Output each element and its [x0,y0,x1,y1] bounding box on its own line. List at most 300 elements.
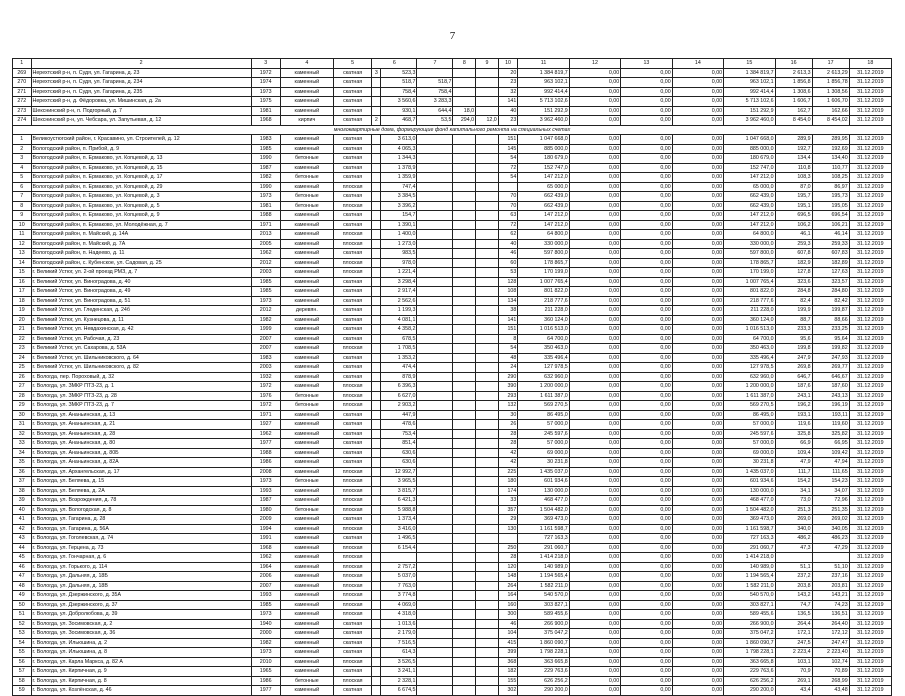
table-cell: г. Вологда, ул. Ананьинская, д. 80 [31,439,251,449]
table-cell: 1 161 598,7 [724,524,775,534]
table-cell: 1980 [251,505,280,515]
table-cell: 1 611 387,0 [724,391,775,401]
table-cell: 983,5 [381,249,417,259]
table-cell: каменный [280,87,334,97]
table-row [13,467,892,477]
table-cell: 696,54 [812,211,849,221]
table-cell: 0,00 [621,591,672,601]
table-cell [372,686,381,696]
table-cell [417,410,453,420]
table-cell: 102,74 [812,657,849,667]
table-cell: 368 [498,657,518,667]
table-cell: 0,00 [621,524,672,534]
table-cell: 31.12.2019 [849,277,891,287]
table-cell: 0,00 [621,467,672,477]
table-cell: 51 [13,610,32,620]
table-cell: плоская [334,268,372,278]
table-cell: 2 179,0 [381,629,417,639]
table-cell: 0,00 [672,78,723,88]
table-cell: 151 [498,135,518,145]
table-cell [453,553,476,563]
table-cell: 180 [498,477,518,487]
table-cell: 0,00 [569,201,620,211]
table-cell: 0,00 [569,372,620,382]
table-cell [417,173,453,183]
table-cell: 154,23 [812,477,849,487]
table-cell: 31.12.2019 [849,344,891,354]
table-row [13,182,892,192]
table-row [13,429,892,439]
table-cell: каменный [280,657,334,667]
table-cell: 31.12.2019 [849,182,891,192]
table-cell: каменный [280,686,334,696]
table-cell: 28 [498,553,518,563]
table-cell: 74,7 [775,600,812,610]
table-row [13,439,892,449]
table-cell: 0,00 [569,268,620,278]
table-cell: 0,00 [672,344,723,354]
table-cell: каменный [280,600,334,610]
table-cell: 0,00 [569,591,620,601]
table-cell: 247,5 [775,638,812,648]
table-cell: 2 613,29 [812,68,849,78]
table-cell: 2 613,3 [775,68,812,78]
table-cell [372,638,381,648]
table-cell: 0,00 [621,315,672,325]
table-cell: скатная [334,648,372,658]
table-cell: 104 [498,629,518,639]
table-cell: 229 763,6 [518,667,569,677]
table-cell: 31.12.2019 [849,230,891,240]
table-cell: 134,4 [775,154,812,164]
table-cell [476,353,499,363]
table-cell [476,420,499,430]
table-cell: Шекснинский р-н, п. Подгорный, д. 7 [31,106,251,116]
table-cell: 64 700,0 [518,334,569,344]
table-cell [372,258,381,268]
table-cell: 0,00 [569,135,620,145]
table-cell: 47,94 [812,458,849,468]
table-cell: 0,00 [621,78,672,88]
column-number: 12 [569,59,620,69]
table-cell: 662 439,0 [724,201,775,211]
table-cell [498,534,518,544]
table-cell: 662 439,0 [518,201,569,211]
table-cell: 66,95 [812,439,849,449]
table-cell: 468 477,0 [518,496,569,506]
table-row [13,144,892,154]
table-cell: 1927 [251,420,280,430]
table-cell: 6 421,3 [381,496,417,506]
table-cell: Шекснинский р-н, ул. Чебсара, ул. Запутьевая, д. 12 [31,116,251,126]
table-cell [453,192,476,202]
table-cell [372,553,381,563]
table-cell: г. Вологда, ул. Ананьинская, д. 21 [31,420,251,430]
table-cell: 885 000,0 [518,144,569,154]
column-number: 17 [812,59,849,69]
table-row [13,657,892,667]
table-cell [453,163,476,173]
table-cell: 88,7 [775,315,812,325]
table-cell: каменный [280,258,334,268]
table-cell: г. Вологда, ул. Ананьинская, д. 80Б [31,448,251,458]
table-cell: 0,00 [621,220,672,230]
table-cell: каменный [280,315,334,325]
table-cell [453,268,476,278]
table-cell [453,372,476,382]
table-cell [372,486,381,496]
table-cell: бетонные [280,477,334,487]
table-row [13,496,892,506]
table-cell: г. Вологда, ул. Беляева, д. 2А [31,486,251,496]
table-cell: 54 [498,173,518,183]
table-cell: 269,8 [775,363,812,373]
table-cell: 0,00 [569,467,620,477]
table-cell: 14 [13,258,32,268]
table-cell: 108,25 [812,173,849,183]
table-cell: 0,00 [672,201,723,211]
table-cell [453,287,476,297]
table-cell [453,543,476,553]
table-cell: 31.12.2019 [849,363,891,373]
table-cell: 4 065,3 [381,144,417,154]
table-cell: 6 674,5 [381,686,417,696]
table-cell: 2010 [251,657,280,667]
table-cell: 31.12.2019 [849,505,891,515]
column-number: 3 [251,59,280,69]
table-cell: 2 [372,116,381,126]
table-cell: 54 [13,638,32,648]
table-cell: 199,87 [812,306,849,316]
table-cell: 31.12.2019 [849,410,891,420]
table-cell: г. Вологда, ул. Ильюшина, д. 8 [31,648,251,658]
table-cell [417,496,453,506]
table-cell: 0,00 [569,344,620,354]
table-cell: 30 [498,410,518,420]
table-cell: 1973 [251,87,280,97]
table-cell: 0,00 [569,420,620,430]
table-cell: г. Вологда, ул. ЗМКР ПТЗ-23, д. 28 [31,391,251,401]
table-cell: 127,8 [775,268,812,278]
table-cell: 1975 [251,97,280,107]
table-cell: 0,00 [569,249,620,259]
table-cell: 0,00 [672,629,723,639]
table-cell: 0,00 [621,667,672,677]
table-cell [417,287,453,297]
table-cell: 26 [498,420,518,430]
table-cell [453,410,476,420]
table-cell: скатная [334,277,372,287]
table-cell: 963 102,1 [518,78,569,88]
table-cell: 340,05 [812,524,849,534]
table-cell: 40 [498,239,518,249]
table-cell [476,600,499,610]
table-cell [476,268,499,278]
table-cell: 0,00 [569,182,620,192]
table-cell: 3 241,1 [381,667,417,677]
table-cell [417,334,453,344]
table-cell: Вологодский район, с. Кубенское, ул. Садовая, д. 25 [31,258,251,268]
table-cell: 42 [498,458,518,468]
table-cell: 1 273,0 [381,239,417,249]
table-cell: 0,00 [621,68,672,78]
table-cell: 46,1 [775,230,812,240]
table-cell: 119,60 [812,420,849,430]
table-cell [417,182,453,192]
table-cell: 607,8 [775,249,812,259]
table-cell: 330 000,0 [724,239,775,249]
table-cell: 1 400,0 [381,230,417,240]
table-cell: 601 934,6 [518,477,569,487]
table-cell: 607,83 [812,249,849,259]
table-cell [476,344,499,354]
table-cell: 601 934,6 [724,477,775,487]
table-cell: 3 396,2 [381,201,417,211]
table-cell [372,562,381,572]
table-cell [453,629,476,639]
table-cell [417,657,453,667]
table-cell [417,401,453,411]
table-cell: 1985 [251,287,280,297]
table-cell: 1985 [251,600,280,610]
table-cell: 0,00 [621,173,672,183]
table-cell: каменный [280,230,334,240]
table-cell [476,201,499,211]
table-cell: 0,00 [621,619,672,629]
table-cell [476,515,499,525]
table-cell: скатная [334,68,372,78]
table-cell: 1 435 037,0 [518,467,569,477]
table-cell [372,657,381,667]
table-cell: 3 384,5 [381,192,417,202]
table-cell: 155 [498,676,518,686]
table-cell: 630,6 [381,458,417,468]
table-cell: плоская [334,562,372,572]
table-cell: 1 199,3 [381,306,417,316]
table-cell: бетонные [280,201,334,211]
table-cell: 0,00 [672,268,723,278]
table-cell [476,619,499,629]
table-cell: каменный [280,68,334,78]
table-cell [453,591,476,601]
table-cell: 6 396,3 [381,382,417,392]
table-cell: 0,00 [621,296,672,306]
table-cell [372,287,381,297]
table-cell: 120 [498,562,518,572]
table-cell: 0,00 [569,439,620,449]
table-cell: 758,4 [381,87,417,97]
table-cell: 136,5 [775,610,812,620]
table-cell: 2003 [251,363,280,373]
table-cell: 1932 [251,372,280,382]
table-cell: 178 865,7 [724,258,775,268]
table-cell [453,439,476,449]
table-row [13,211,892,221]
table-cell: 758,4 [417,87,453,97]
column-number: 14 [672,59,723,69]
table-cell [476,239,499,249]
table-cell: 0,00 [569,657,620,667]
table-cell: 2 917,4 [381,287,417,297]
column-number: 4 [280,59,334,69]
table-cell: каменный [280,372,334,382]
table-cell: г. Великий Устюг, ул. 2-ой проезд РМЗ, д. 7 [31,268,251,278]
table-cell: 31.12.2019 [849,87,891,97]
table-cell: 271 [13,87,32,97]
table-cell: 6 [13,182,32,192]
table-cell: 151 [498,325,518,335]
table-cell: 360 124,0 [518,315,569,325]
table-cell: 3 526,5 [381,657,417,667]
table-cell [372,515,381,525]
table-cell [453,211,476,221]
table-cell: 2003 [251,268,280,278]
table-cell: 0,00 [672,648,723,658]
table-cell: 1964 [251,562,280,572]
table-cell: скатная [334,458,372,468]
table-cell [476,334,499,344]
table-cell: 0,00 [569,534,620,544]
table-cell: 300 [498,610,518,620]
table-cell: 31.12.2019 [849,496,891,506]
table-cell [453,135,476,145]
table-cell: 31.12.2019 [849,515,891,525]
table-cell [453,477,476,487]
table-cell: 20 [498,68,518,78]
table-cell [372,572,381,582]
table-cell: 1 384 819,7 [724,68,775,78]
table-cell: 1 016 513,0 [518,325,569,335]
table-cell: 0,00 [621,239,672,249]
table-cell: г. Вологда, ул. Гончарная, д. 6 [31,553,251,563]
table-cell [453,277,476,287]
table-cell: 0,00 [569,410,620,420]
table-cell: 1 435 037,0 [724,467,775,477]
table-cell: 40 [498,106,518,116]
table-cell: г. Вологда, ул. Дальняя, д. 18В [31,581,251,591]
table-cell: 269,0 [775,515,812,525]
table-cell [372,135,381,145]
table-row [13,448,892,458]
table-cell: каменный [280,553,334,563]
table-cell [476,667,499,677]
table-cell: 1993 [251,591,280,601]
table-cell [476,638,499,648]
table-cell: каменный [280,543,334,553]
table-cell: 5 [13,173,32,183]
table-cell: 193,11 [812,410,849,420]
table-cell [372,306,381,316]
table-cell [417,524,453,534]
table-cell: 1 496,5 [381,534,417,544]
table-cell: плоская [334,581,372,591]
table-cell: 0,00 [621,629,672,639]
table-cell: каменный [280,239,334,249]
table-cell: 0,00 [672,230,723,240]
table-cell [372,429,381,439]
table-cell [417,486,453,496]
table-cell: плоская [334,505,372,515]
table-cell: 0,00 [621,344,672,354]
table-cell: 2007 [251,581,280,591]
table-cell: 170 199,0 [724,268,775,278]
table-cell: 360 124,0 [724,315,775,325]
table-cell: 24 [498,363,518,373]
table-cell: 1991 [251,534,280,544]
table-cell: 1982 [251,638,280,648]
table-cell [476,648,499,658]
table-cell: 0,00 [569,211,620,221]
table-cell: г. Вологда, ул. ЗМКР ПТЗ-23, д. 1 [31,382,251,392]
table-cell: 49 [13,591,32,601]
table-row [13,382,892,392]
table-cell [476,458,499,468]
table-cell [372,401,381,411]
table-cell: 53 [13,629,32,639]
table-cell: 31.12.2019 [849,163,891,173]
table-cell: 140 989,0 [518,562,569,572]
table-row [13,572,892,582]
table-cell: 626 256,2 [724,676,775,686]
table-cell: 247,93 [812,353,849,363]
table-cell: плоская [334,401,372,411]
table-cell: каменный [280,182,334,192]
table-cell [417,306,453,316]
table-cell: 0,00 [621,306,672,316]
table-cell: 47 [13,572,32,582]
table-cell [476,372,499,382]
table-cell: 0,00 [672,572,723,582]
table-cell: 7 516,5 [381,638,417,648]
table-cell [417,591,453,601]
table-cell: каменный [280,211,334,221]
table-cell: каменный [280,325,334,335]
table-cell: 180 679,0 [724,154,775,164]
table-cell: каменный [280,296,334,306]
table-cell: 274 [13,116,32,126]
table-cell: 66,9 [775,439,812,449]
table-cell: 1962 [251,553,280,563]
table-cell: плоская [334,524,372,534]
table-cell: 195,7 [775,192,812,202]
table-cell: 31.12.2019 [849,524,891,534]
table-cell: 46 [498,249,518,259]
table-cell [476,87,499,97]
table-cell: 0,00 [569,524,620,534]
table-cell [372,648,381,658]
table-cell: 31.12.2019 [849,591,891,601]
table-cell [453,144,476,154]
table-cell: г. Вологда, ул. Вологодская, д. 8 [31,505,251,515]
table-cell: г. Вологда, ул. Дзержинского, д. 37 [31,600,251,610]
table-cell: 1 007 765,4 [518,277,569,287]
table-cell: 2008 [251,467,280,477]
table-cell [372,315,381,325]
table-cell [372,249,381,259]
table-cell: 1973 [251,610,280,620]
table-cell: Вологодский район, п. Майский, д. 7А [31,239,251,249]
table-cell: 170 199,0 [518,268,569,278]
table-cell: 289,95 [812,135,849,145]
table-cell: 486,23 [812,534,849,544]
table-cell: 12,0 [476,116,499,126]
table-row [13,116,892,126]
table-row [13,87,892,97]
table-row [13,486,892,496]
table-cell: 0,00 [621,211,672,221]
table-cell: 963 102,1 [724,78,775,88]
table-cell: 2 328,1 [381,676,417,686]
